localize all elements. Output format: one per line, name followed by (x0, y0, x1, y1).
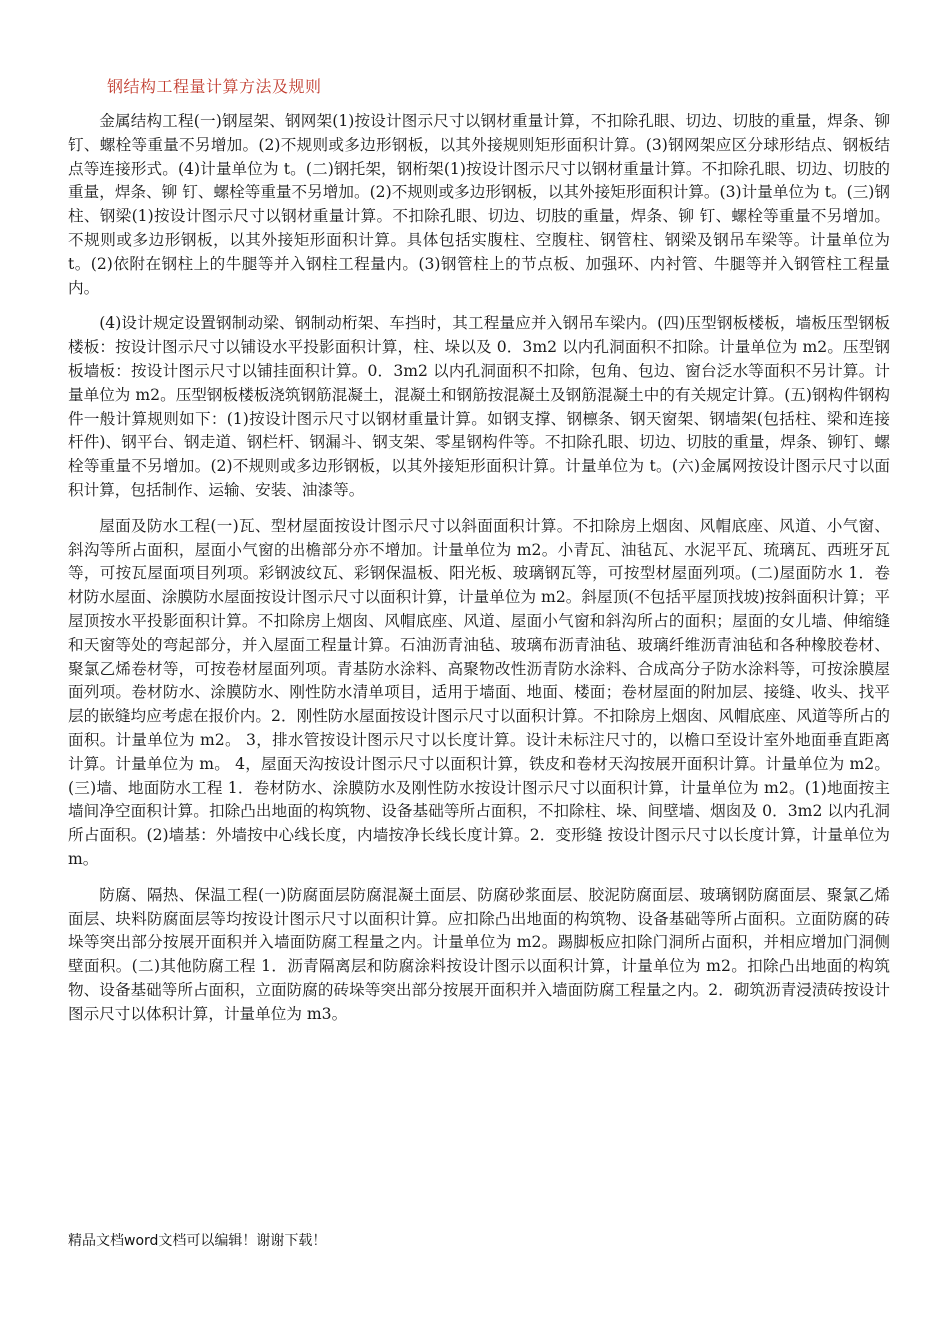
paragraph-roof-waterproofing: 屋面及防水工程(一)瓦、型材屋面按设计图示尺寸以斜面面积计算。不扣除房上烟囱、风帽底座、风道、小气窗、斜沟等所占面积，屋面小气窗的出檐部分亦不增加。计量单位为 m2。小青瓦、油毡瓦、水泥平瓦、琉璃瓦、西班牙瓦等，可按瓦屋面项目列项。彩钢波纹瓦、彩钢保温板、阳光板、玻璃钢瓦等，可按型材屋面列项。(二)屋面防水 1．卷材防水屋面、涂膜防水屋面按设计图示尺寸以面积计算，计量单位为 m2。斜屋顶(不包括平屋顶找坡)按斜面积计算；平屋顶按水平投影面积计算。不扣除房上烟囱、风帽底座、风道、屋面小气窗和斜沟所占的面积；屋面的女儿墙、伸缩缝和天窗等处的弯起部分，并入屋面工程量计算。石油沥青油毡、玻璃布沥青油毡、玻璃纤维沥青油毡和各种橡胶卷材、聚氯乙烯卷材等，可按卷材屋面列项。青基防水涂料、高聚物改性沥青防水涂料、合成高分子防水涂料等，可按涂膜屋面列项。卷材防水、涂膜防水、刚性防水清单项目，适用于墙面、地面、楼面；卷材屋面的附加层、接缝、收头、找平层的嵌缝均应考虑在报价内。2．刚性防水屋面按设计图示尺寸以面积计算。不扣除房上烟囱、风帽底座、风道等所占的面积。计量单位为 m2。 3，排水管按设计图示尺寸以长度计算。设计未标注尺寸的，以檐口至设计室外地面垂直距离计算。计量单位为 m。 4，屋面天沟按设计图示尺寸以面积计算，铁皮和卷材天沟按展开面积计算。计量单位为 m2。(三)墙、地面防水工程 1．卷材防水、涂膜防水及刚性防水按设计图示尺寸以面积计算，计量单位为 m2。(1)地面按主墙间净空面积计算。扣除凸出地面的构筑物、设备基础等所占面积，不扣除柱、垛、间壁墙、烟囱及 0．3m2 以内孔洞所占面积。(2)墙基：外墙按中心线长度，内墙按净长线长度计算。2．变形缝 按设计图示尺寸以长度计算，计量单位为 m。 (68, 516, 890, 868)
document-footer: 精品文档word文档可以编辑！谢谢下载！ (68, 1233, 327, 1249)
paragraph-anticorrosion-insulation: 防腐、隔热、保温工程(一)防腐面层防腐混凝土面层、防腐砂浆面层、胶泥防腐面层、玻璃钢防腐面层、聚氯乙烯面层、块料防腐面层等均按设计图示尺寸以面积计算。应扣除凸出地面的构筑物、设备基础等所占面积。立面防腐的砖垛等突出部分按展开面积并入墙面防腐工程量之内。计量单位为 m2。踢脚板应扣除门洞所占面积，并相应增加门洞侧壁面积。(二)其他防腐工程 1．沥青隔离层和防腐涂料按设计图示以面积计算，计量单位为 m2。扣除凸出地面的构筑物、设备基础等所占面积，立面防腐的砖垛等突出部分按展开面积并入墙面防腐工程量之内。2．砌筑沥青浸渍砖按设计图示尺寸以体积计算，计量单位为 m3。 (68, 885, 890, 1023)
paragraph-metal-structure: 金属结构工程(一)钢屋架、钢网架(1)按设计图示尺寸以钢材重量计算，不扣除孔眼、切边、切肢的重量，焊条、铆钉、螺栓等重量不另增加。(2)不规则或多边形钢板，以其外接规则矩形面积计算。(3)钢网架应区分球形结点、钢板结点等连接形式。(4)计量单位为 t。(二)钢托架，钢桁架(1)按设计图示尺寸以钢材重量计算。不扣除孔眼、切边、切肢的重量，焊条、铆 钉、螺栓等重量不另增加。(2)不规则或多边形钢板，以其外接矩形面积计算。(3)计量单位为 t。(三)钢柱、钢梁(1)按设计图示尺寸以钢材重量计算。不扣除孔眼、切边、切肢的重量，焊条、铆 钉、螺栓等重量不另增加。不规则或多边形钢板，以其外接矩形面积计算。具体包括实腹柱、空腹柱、钢管柱、钢梁及钢吊车梁等。计量单位为 t。(2)依附在钢柱上的牛腿等并入钢柱工程量内。(3)钢管柱上的节点板、加强环、内衬管、牛腿等并入钢管柱工程量内。 (68, 112, 890, 297)
paragraph-steel-components: (4)设计规定设置钢制动梁、钢制动桁架、车挡时，其工程量应并入钢吊车梁内。(四)压型钢板楼板，墙板压型钢板楼板：按设计图示尺寸以铺设水平投影面积计算，柱、垛以及 0．3m2 以内孔洞面积不扣除。计量单位为 m2。压型钢板墙板：按设计图示尺寸以铺挂面积计算。0．3m2 以内孔洞面积不扣除，包角、包边、窗台泛水等面积不另计算。计量单位为 m2。压型钢板楼板浇筑钢筋混凝土，混凝土和钢筋按混凝土及钢筋混凝土中的有关规定计算。(五)钢构件钢构件一般计算规则如下：(1)按设计图示尺寸以钢材重量计算。如钢支撑、钢檩条、钢天窗架、钢墙架(包括柱、梁和连接杆件)、钢平台、钢走道、钢栏杆、钢漏斗、钢支架、零星钢构件等。不扣除孔眼、切边、切肢的重量，焊条、铆钉、螺栓等重量不另增加。(2)不规则或多边形钢板，以其外接矩形面积计算。计量单位为 t。(六)金属网按设计图示尺寸以面积计算，包括制作、运输、安装、油漆等。 (68, 314, 890, 499)
document-body (68, 110, 890, 1038)
document-title: 钢结构工程量计算方法及规则 (107, 77, 322, 96)
